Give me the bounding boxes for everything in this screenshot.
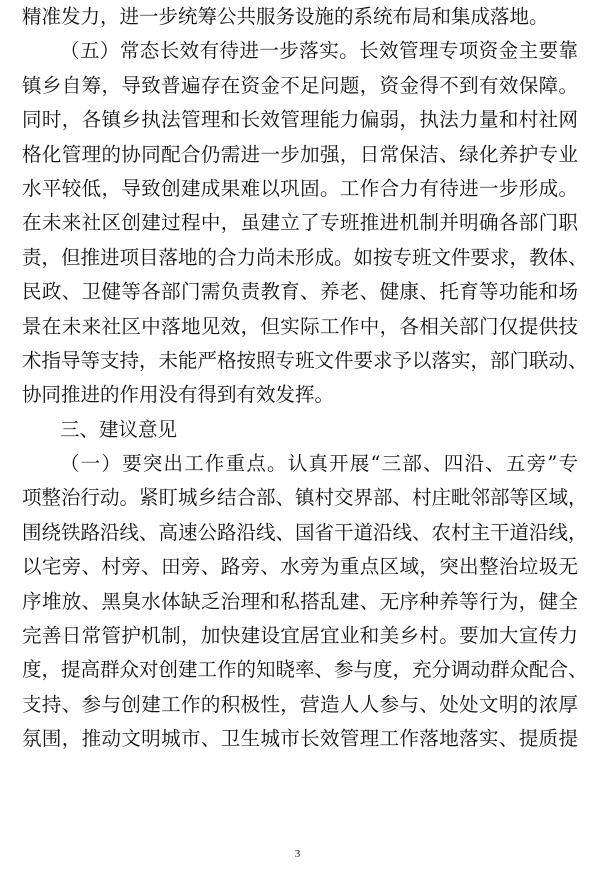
text-line: （五）常态长效有待进一步落实。长效管理专项资金主要靠 — [60, 39, 578, 63]
text-line: 格化管理的协同配合仍需进一步加强，日常保洁、绿化养护专业 — [22, 142, 578, 166]
text-line: 支持、参与创建工作的积极性，营造人人参与、处处文明的浓厚 — [22, 692, 578, 716]
text-line: 协同推进的作用没有得到有效发挥。 — [22, 383, 335, 407]
text-line: 在未来社区创建过程中，虽建立了专班推进机制并明确各部门职 — [22, 211, 578, 235]
text-line: 术指导等支持，未能严格按照专班文件要求予以落实，部门联动、 — [22, 348, 588, 372]
text-line: 以宅旁、村旁、田旁、路旁、水旁为重点区域，突出整治垃圾无 — [22, 555, 578, 579]
text-line: 氛围，推动文明城市、卫生城市长效管理工作落地落实、提质提 — [22, 727, 578, 751]
text-line: 完善日常管护机制，加快建设宜居宜业和美乡村。要加大宣传力 — [22, 624, 578, 648]
body-text — [22, 0, 588, 757]
text-line: 镇乡自筹，导致普遍存在资金不足问题，资金得不到有效保障。 — [22, 73, 578, 97]
text-line: 民政、卫健等各部门需负责教育、养老、健康、托育等功能和场 — [22, 280, 578, 304]
text-line: 水平较低，导致创建成果难以巩固。工作合力有待进一步形成。 — [22, 176, 578, 200]
text-line: 景在未来社区中落地见效，但实际工作中，各相关部门仅提供技 — [22, 314, 578, 338]
text-line: 围绕铁路沿线、高速公路沿线、国省干道沿线、农村主干道沿线， — [22, 520, 588, 544]
text-line: 项整治行动。紧盯城乡结合部、镇村交界部、村庄毗邻部等区域， — [22, 486, 588, 510]
page-number: 3 — [294, 848, 301, 860]
text-line: （一）要突出工作重点。认真开展“三部、四沿、五旁”专 — [60, 452, 578, 476]
text-line: 精准发力，进一步统筹公共服务设施的系统布局和集成落地。 — [22, 5, 549, 28]
text-line: 责，但推进项目落地的合力尚未形成。如按专班文件要求，教体、 — [22, 245, 588, 269]
text-line: 度，提高群众对创建工作的知晓率、参与度，充分调动群众配合、 — [22, 658, 588, 682]
text-line: 序堆放、黑臭水体缺乏治理和私搭乱建、无序种养等行为，健全 — [22, 589, 578, 613]
text-line: 同时，各镇乡执法管理和长效管理能力偏弱，执法力量和村社网 — [22, 108, 578, 132]
section-heading: 三、建议意见 — [60, 417, 178, 441]
